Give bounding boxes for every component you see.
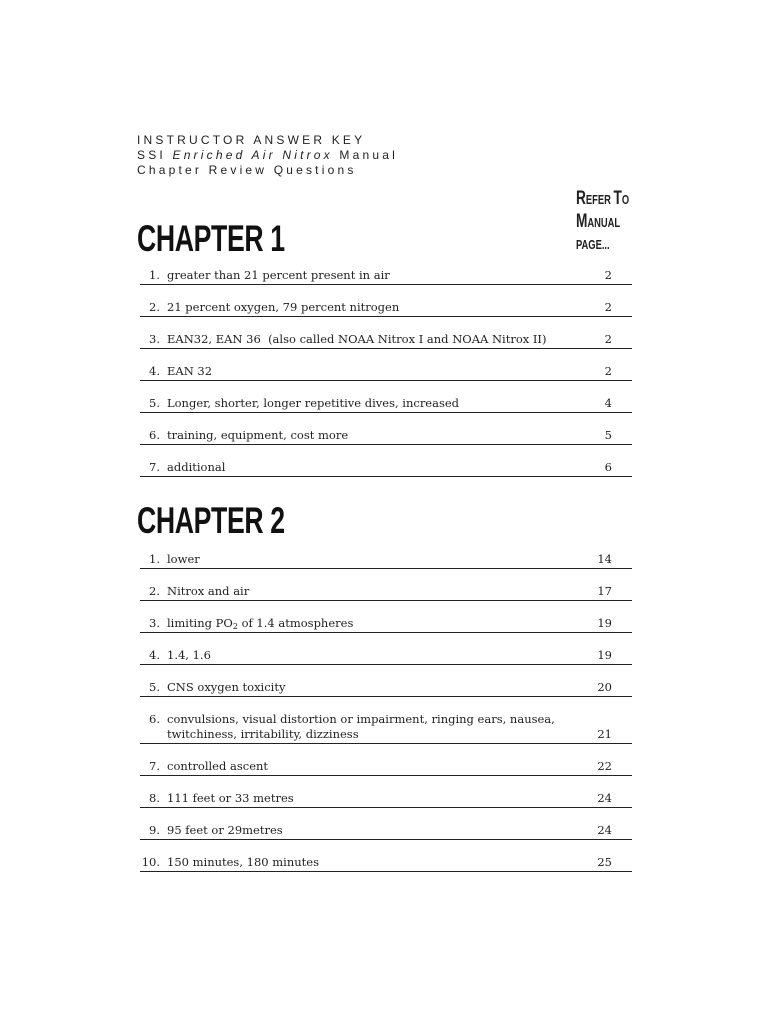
answer-text: 95 feet or 29metres <box>167 823 283 837</box>
answer-text: Longer, shorter, longer repetitive dives, increased <box>167 396 460 410</box>
answer-text: 21 percent oxygen, 79 percent nitrogen <box>167 300 400 314</box>
header-manual-prefix: SSI <box>137 148 173 162</box>
answer-row <box>140 855 632 872</box>
answer-row <box>140 791 632 808</box>
page-number: 22 <box>597 759 612 773</box>
chapter-1-title: CHAPTER 1 <box>137 218 285 259</box>
question-number: 4. <box>149 364 160 378</box>
answer-row <box>140 552 632 569</box>
answer-subscript: 2 <box>232 622 238 631</box>
answer-text: 150 minutes, 180 minutes <box>167 855 319 869</box>
refer-line-1 <box>576 188 629 211</box>
answer-row <box>140 268 632 285</box>
question-number: 2. <box>149 300 160 314</box>
answer-text: training, equipment, cost more <box>167 428 349 442</box>
question-number: 9. <box>149 823 160 837</box>
refer-rest-2: O <box>621 192 630 207</box>
question-number: 5. <box>149 680 160 694</box>
refer-cap-m: M <box>576 211 588 232</box>
question-number: 7. <box>149 759 160 773</box>
header-subtitle: Chapter Review Questions <box>137 163 357 177</box>
question-number: 6. <box>149 712 160 726</box>
chapter-2-question-list <box>140 552 632 887</box>
answer-text: Nitrox and air <box>167 584 250 598</box>
page-number: 2 <box>604 268 612 282</box>
answer-text: controlled ascent <box>167 759 269 773</box>
refer-line-2 <box>576 211 629 234</box>
page-number: 20 <box>597 680 612 694</box>
answer-row <box>140 759 632 776</box>
answer-text: CNS oxygen toxicity <box>167 680 286 694</box>
refer-cap-t: T <box>613 188 622 209</box>
answer-text-line-2: twitchiness, irritability, dizziness <box>167 727 359 741</box>
answer-text: additional <box>167 460 226 474</box>
refer-cap-r: R <box>576 188 586 209</box>
answer-row <box>140 460 632 477</box>
question-number: 5. <box>149 396 160 410</box>
question-number: 3. <box>149 616 160 630</box>
answer-row <box>140 364 632 381</box>
answer-text-line-1: convulsions, visual distortion or impairment, ringing ears, nausea, <box>167 712 555 726</box>
header-title: INSTRUCTOR ANSWER KEY <box>137 133 366 147</box>
answer-text <box>167 616 632 632</box>
page-number: 25 <box>597 855 612 869</box>
question-number: 1. <box>149 552 160 566</box>
answer-row <box>140 616 632 633</box>
page-number: 2 <box>604 364 612 378</box>
chapter-2-title: CHAPTER 2 <box>137 500 285 541</box>
page-number: 5 <box>604 428 612 442</box>
document-header <box>137 133 398 178</box>
refer-rest-1: EFER <box>585 192 614 207</box>
question-number: 2. <box>149 584 160 598</box>
question-number: 6. <box>149 428 160 442</box>
answer-text-pre: limiting PO <box>167 616 233 630</box>
answer-text: EAN32, EAN 36 (also called NOAA Nitrox I and NOAA Nitrox II) <box>167 332 547 346</box>
page-number: 19 <box>597 648 612 662</box>
chapter-1-question-list <box>140 268 632 492</box>
question-number: 3. <box>149 332 160 346</box>
answer-text <box>167 712 632 743</box>
refer-line-3: PAGE... <box>576 237 610 252</box>
page-number: 21 <box>597 727 612 741</box>
page-number: 24 <box>597 823 612 837</box>
header-manual-name <box>137 148 398 163</box>
refer-to-manual-page-heading <box>576 188 629 256</box>
answer-row <box>140 396 632 413</box>
answer-row <box>140 823 632 840</box>
answer-row <box>140 680 632 697</box>
question-number: 1. <box>149 268 160 282</box>
answer-row <box>140 584 632 601</box>
header-manual-italic: Enriched Air Nitrox <box>172 148 333 162</box>
page-number: 14 <box>597 552 612 566</box>
page-number: 24 <box>597 791 612 805</box>
answer-text: greater than 21 percent present in air <box>167 268 390 282</box>
question-number: 10. <box>141 855 160 869</box>
page-number: 4 <box>604 396 612 410</box>
question-number: 8. <box>149 791 160 805</box>
page-number: 6 <box>604 460 612 474</box>
answer-text-post: of 1.4 atmospheres <box>237 616 354 630</box>
page-number: 2 <box>604 332 612 346</box>
answer-text: EAN 32 <box>167 364 213 378</box>
answer-text: 111 feet or 33 metres <box>167 791 294 805</box>
refer-rest-3: ANUAL <box>587 215 621 230</box>
answer-row <box>140 712 632 744</box>
answer-row <box>140 332 632 349</box>
question-number: 4. <box>149 648 160 662</box>
answer-text: 1.4, 1.6 <box>167 648 211 662</box>
answer-text: lower <box>167 552 200 566</box>
page-number: 19 <box>597 616 612 630</box>
answer-row <box>140 648 632 665</box>
header-manual-suffix: Manual <box>332 148 398 162</box>
question-number: 7. <box>149 460 160 474</box>
page-number: 2 <box>604 300 612 314</box>
page-number: 17 <box>597 584 612 598</box>
answer-row <box>140 428 632 445</box>
answer-row <box>140 300 632 317</box>
